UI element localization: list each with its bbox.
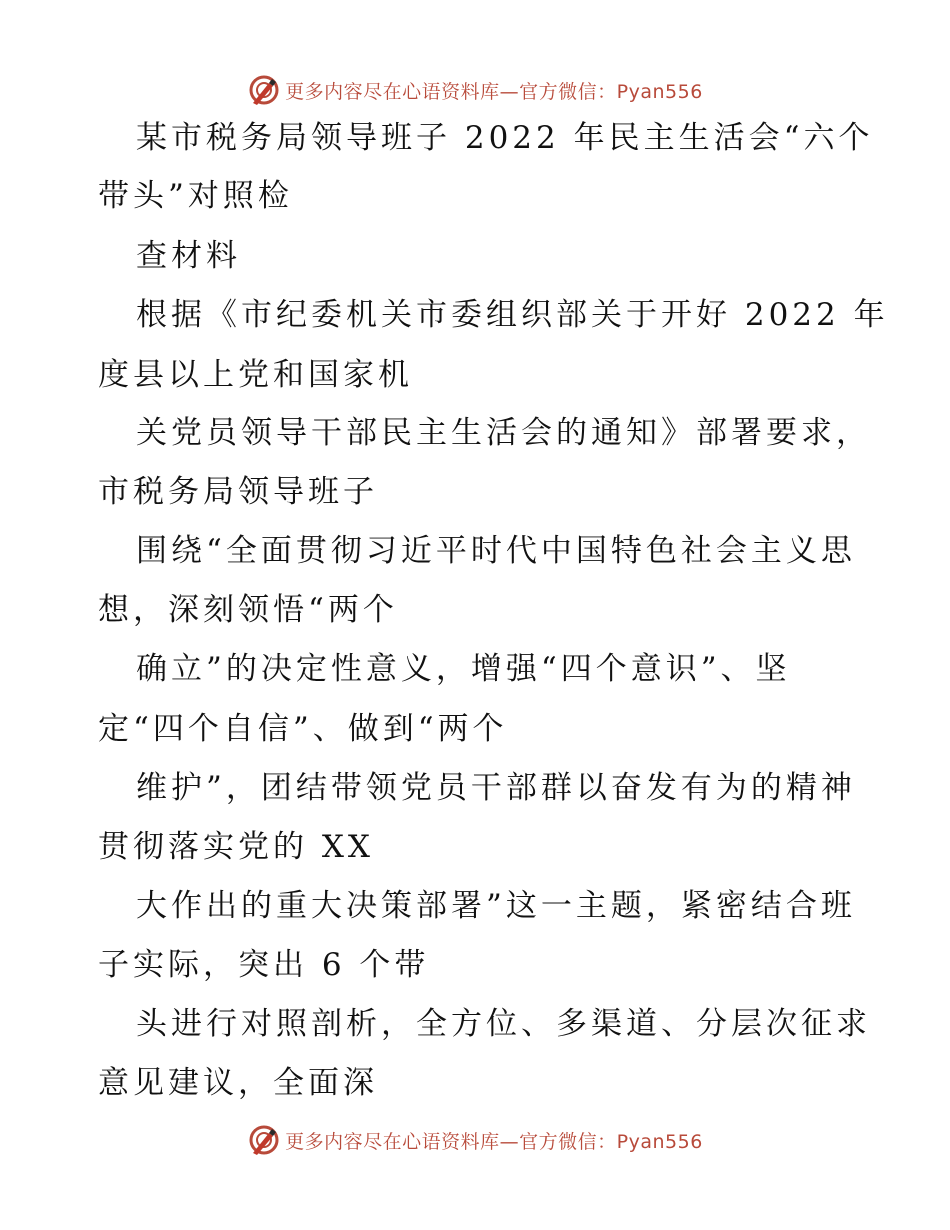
text-line: 度县以上党和国家机 [98,357,413,393]
text-line: 确立”的决定性意义，增强“四个意识”、坚 [136,651,791,687]
text-line: 带头”对照检 [98,178,293,214]
text-line: 贯彻落实党的 XX [98,829,374,865]
text-line: 某市税务局领导班子 2022 年民主生活会“六个 [136,120,874,156]
text-line: 市税务局领导班子 [98,474,378,510]
text-line: 查材料 [136,238,241,274]
pen-logo-icon [247,1123,281,1157]
text-line: 想，深刻领悟“两个 [98,592,398,628]
text-line: 头进行对照剖析，全方位、多渠道、分层次征求 [136,1006,871,1042]
watermark-footer [0,1120,950,1160]
pen-logo-icon [247,73,281,107]
watermark-text: 更多内容尽在心语资料库—官方微信：Pyan556 [285,1130,703,1153]
text-line: 定“四个自信”、做到“两个 [98,711,508,747]
watermark-text: 更多内容尽在心语资料库—官方微信：Pyan556 [285,80,703,103]
watermark-header [0,70,950,110]
text-line: 围绕“全面贯彻习近平时代中国特色社会主义思 [136,533,856,569]
text-line: 子实际，突出 6 个带 [98,947,430,983]
text-line: 意见建议，全面深 [98,1065,378,1101]
text-line: 关党员领导干部民主生活会的通知》部署要求， [136,415,871,451]
text-line: 根据《市纪委机关市委组织部关于开好 2022 年 [136,297,889,333]
text-line: 维护”，团结带领党员干部群以奋发有为的精神 [136,770,856,806]
text-line: 大作出的重大决策部署”这一主题，紧密结合班 [136,888,856,924]
